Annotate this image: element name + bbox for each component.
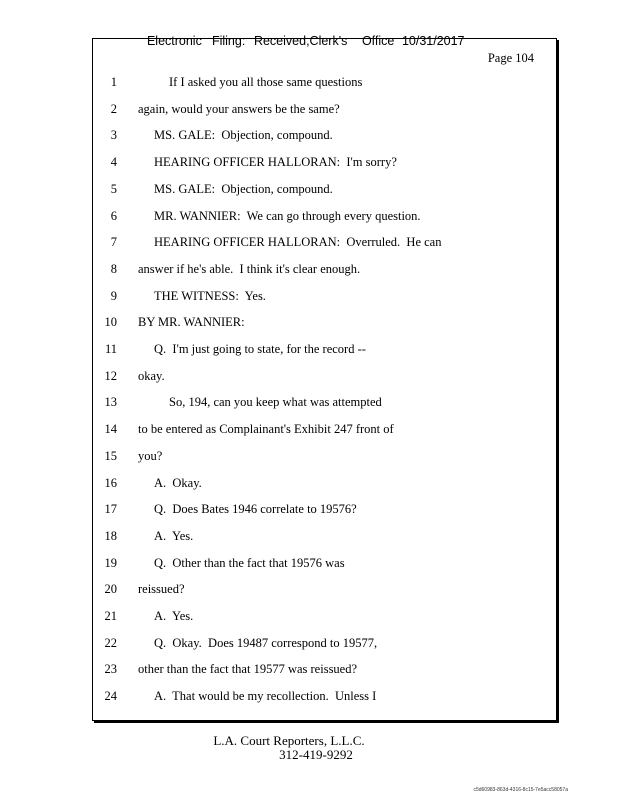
transcript-line: A. Okay. [154,475,202,490]
transcript-line: THE WITNESS: Yes. [154,288,266,303]
filing-header-part5: 10/31/2017 [401,34,465,48]
footer-company: L.A. Court Reporters, L.L.C. [213,733,365,748]
transcript-line: other than the fact that 19577 was reissued? [138,662,358,677]
transcript-line: Q. Does Bates 1946 correlate to 19576? [154,502,357,517]
page-number: Page 104 [487,51,534,65]
line-number: 10 [104,315,117,330]
filing-header-part4: Office [361,34,395,48]
line-number: 14 [104,422,117,437]
line-number: 17 [104,502,117,517]
transcript-line: BY MR. WANNIER: [138,315,245,330]
line-number: 23 [104,662,117,677]
transcript-line: Q. Other than the fact that 19576 was [154,555,345,570]
line-number: 1 [110,75,117,89]
line-number: 6 [110,208,117,223]
line-number: 13 [104,395,117,410]
transcript-page [92,38,557,721]
line-number: 16 [104,475,117,490]
line-number: 5 [110,181,117,196]
transcript-line: to be entered as Complainant's Exhibit 247 front of [138,422,394,437]
line-number: 12 [104,368,117,383]
line-number: 19 [104,555,117,570]
line-number: 7 [110,235,117,250]
transcript-line: reissued? [138,582,185,597]
transcript-line: So, 194, can you keep what was attempted [169,395,382,410]
document-id: c5d60983-863d-4316-8c15-7e5acc58057a [473,787,568,793]
line-number: 9 [110,288,117,303]
transcript-line: Q. Okay. Does 19487 correspond to 19577, [154,635,378,650]
transcript-line: A. Yes. [154,528,194,543]
filing-header-part1: Electronic [146,34,202,48]
filing-header-part2: Filing: [211,34,246,48]
transcript-line: MS. GALE: Objection, compound. [154,128,333,143]
transcript-line: MR. WANNIER: We can go through every question. [154,208,421,223]
transcript-line: HEARING OFFICER HALLORAN: I'm sorry? [154,155,397,170]
transcript-line: MS. GALE: Objection, compound. [154,181,333,196]
line-number: 24 [104,689,117,704]
line-number: 4 [110,155,117,170]
transcript-line: answer if he's able. I think it's clear enough. [138,261,361,276]
line-number: 8 [110,261,117,276]
line-number: 15 [104,448,117,463]
line-number: 11 [104,342,117,356]
line-number: 2 [110,101,117,116]
line-number: 20 [104,582,117,597]
transcript-line: okay. [138,368,165,383]
transcript-line: A. That would be my recollection. Unless I [154,689,377,704]
transcript-line: you? [138,448,163,463]
line-number: 21 [104,609,117,623]
transcript-line: Q. I'm just going to state, for the record -- [154,342,366,356]
transcript-line: If I asked you all those same questions [169,75,363,89]
line-number: 3 [110,128,117,143]
line-number: 18 [104,528,117,543]
filing-header-part3: Received,Clerk's [253,34,348,48]
line-number: 22 [104,635,117,650]
footer-phone: 312-419-9292 [279,747,353,762]
transcript-line: A. Yes. [154,609,194,623]
transcript-line: HEARING OFFICER HALLORAN: Overruled. He can [154,235,442,250]
transcript-line: again, would your answers be the same? [138,101,340,116]
